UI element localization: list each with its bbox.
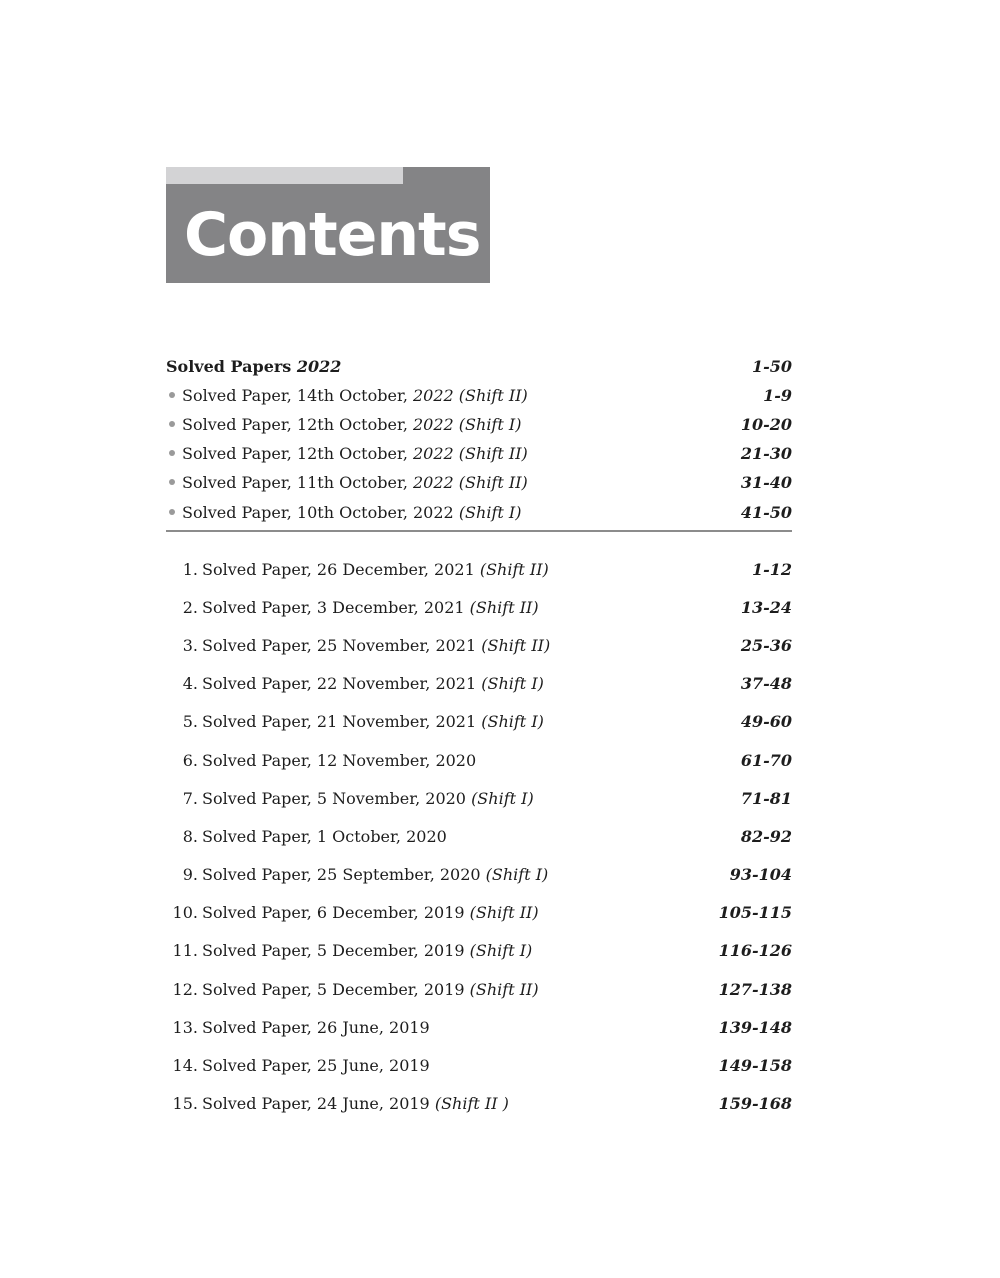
list-item[interactable]: Solved Paper, 12th October, 2022 (Shift I) 10-20 xyxy=(166,412,792,438)
section-divider xyxy=(166,530,792,532)
page-range: 139-148 xyxy=(718,1018,792,1037)
table-row[interactable]: 6. Solved Paper, 12 November, 2020 61-70 xyxy=(166,748,792,774)
page-range: 31-40 xyxy=(740,473,792,492)
page-range: 41-50 xyxy=(740,503,792,522)
table-row[interactable]: 5. Solved Paper, 21 November, 2021 (Shift I) 49-60 xyxy=(166,709,792,735)
list-item[interactable]: Solved Paper, 12th October, 2022 (Shift II) 21-30 xyxy=(166,441,792,467)
page-range: 82-92 xyxy=(740,827,792,846)
page-range: 37-48 xyxy=(740,674,792,693)
table-row[interactable]: 4. Solved Paper, 22 November, 2021 (Shift I) 37-48 xyxy=(166,671,792,697)
table-row[interactable]: 13. Solved Paper, 26 June, 2019 139-148 xyxy=(166,1015,792,1041)
item-number: 13. xyxy=(172,1018,198,1037)
table-row[interactable]: 12. Solved Paper, 5 December, 2019 (Shift II) 127-138 xyxy=(166,977,792,1003)
item-number: 2. xyxy=(182,598,198,617)
page-range: 1-9 xyxy=(763,386,792,405)
section-label: Solved Papers 2022 xyxy=(166,357,342,376)
title-tab-decoration xyxy=(166,167,403,184)
page-range: 105-115 xyxy=(718,903,792,922)
table-row[interactable]: 14. Solved Paper, 25 June, 2019 149-158 xyxy=(166,1053,792,1079)
item-number: 12. xyxy=(172,980,198,999)
table-row[interactable]: 9. Solved Paper, 25 September, 2020 (Shift I) 93-104 xyxy=(166,862,792,888)
item-number: 7. xyxy=(182,789,198,808)
item-number: 14. xyxy=(172,1056,198,1075)
page-range: 159-168 xyxy=(718,1094,792,1113)
bullet-icon xyxy=(169,479,175,485)
page-range: 25-36 xyxy=(740,636,792,655)
section-page-range: 1-50 xyxy=(751,357,792,376)
page-range: 71-81 xyxy=(740,789,792,808)
table-row[interactable]: 11. Solved Paper, 5 December, 2019 (Shift I) 116-126 xyxy=(166,938,792,964)
section-heading-2022[interactable] xyxy=(166,354,792,380)
item-number: 5. xyxy=(182,712,198,731)
bullet-icon xyxy=(169,421,175,427)
page-range: 116-126 xyxy=(718,941,792,960)
page-range: 93-104 xyxy=(729,865,792,884)
list-item[interactable]: Solved Paper, 11th October, 2022 (Shift II) 31-40 xyxy=(166,470,792,496)
bullet-icon xyxy=(169,450,175,456)
item-number: 8. xyxy=(182,827,198,846)
page-range: 21-30 xyxy=(740,444,792,463)
page-range: 49-60 xyxy=(740,712,792,731)
bullet-icon xyxy=(169,392,175,398)
table-row[interactable]: 1. Solved Paper, 26 December, 2021 (Shift II) 1-12 xyxy=(166,557,792,583)
item-number: 15. xyxy=(172,1094,198,1113)
page-range: 13-24 xyxy=(740,598,792,617)
list-item[interactable]: Solved Paper, 10th October, 2022 (Shift I) 41-50 xyxy=(166,500,792,526)
list-item[interactable]: Solved Paper, 14th October, 2022 (Shift II) 1-9 xyxy=(166,383,792,409)
page-range: 10-20 xyxy=(740,415,792,434)
page-range: 1-12 xyxy=(751,560,792,579)
table-row[interactable]: 7. Solved Paper, 5 November, 2020 (Shift I) 71-81 xyxy=(166,786,792,812)
table-row[interactable]: 10. Solved Paper, 6 December, 2019 (Shift II) 105-115 xyxy=(166,900,792,926)
bullet-icon xyxy=(169,509,175,515)
page-range: 127-138 xyxy=(718,980,792,999)
item-number: 6. xyxy=(182,751,198,770)
item-number: 3. xyxy=(182,636,198,655)
page-range: 149-158 xyxy=(718,1056,792,1075)
item-number: 10. xyxy=(172,903,198,922)
item-number: 9. xyxy=(182,865,198,884)
item-number: 1. xyxy=(182,560,198,579)
page-title: Contents xyxy=(184,200,481,270)
item-number: 11. xyxy=(172,941,198,960)
page-range: 61-70 xyxy=(740,751,792,770)
table-row[interactable]: 15. Solved Paper, 24 June, 2019 (Shift II ) 159-168 xyxy=(166,1091,792,1117)
table-row[interactable]: 2. Solved Paper, 3 December, 2021 (Shift II) 13-24 xyxy=(166,595,792,621)
item-number: 4. xyxy=(182,674,198,693)
table-row[interactable]: 8. Solved Paper, 1 October, 2020 82-92 xyxy=(166,824,792,850)
table-row[interactable]: 3. Solved Paper, 25 November, 2021 (Shift II) 25-36 xyxy=(166,633,792,659)
contents-title-block xyxy=(166,167,490,283)
